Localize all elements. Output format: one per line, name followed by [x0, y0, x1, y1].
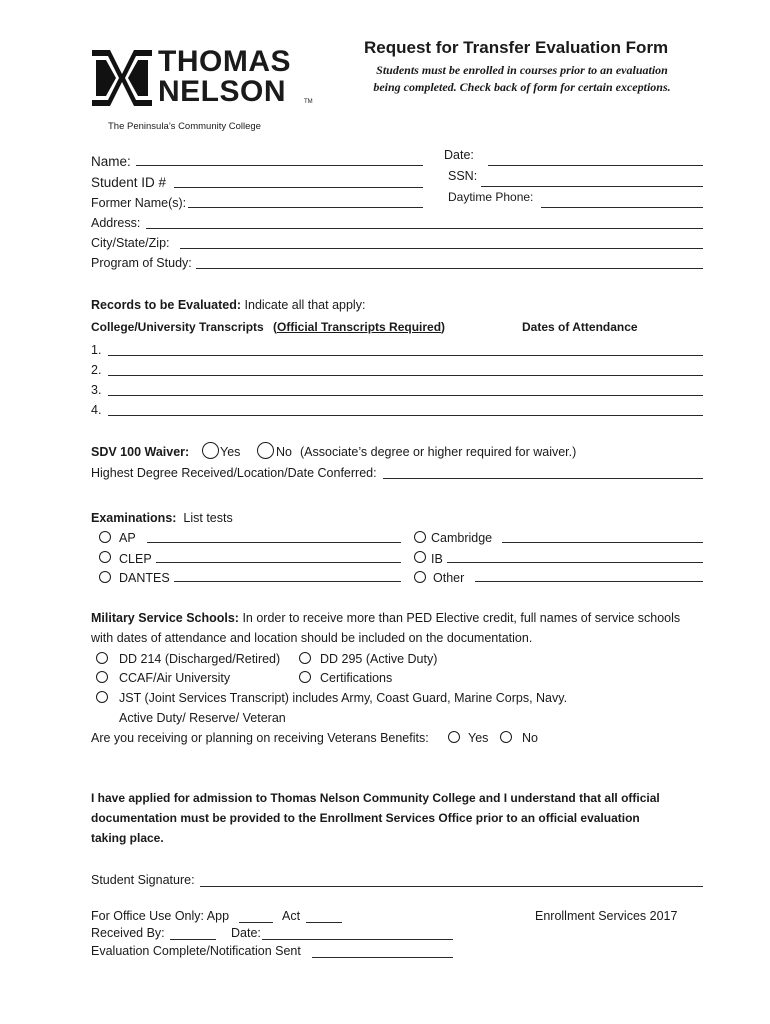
name-label: Name: — [91, 154, 131, 169]
certifications-radio[interactable] — [299, 671, 311, 683]
record-row-2-label: 2. — [91, 363, 102, 377]
city-state-zip-field[interactable] — [180, 248, 703, 249]
phone-label: Daytime Phone: — [448, 190, 534, 204]
name-field[interactable] — [136, 165, 423, 166]
official-transcripts-note — [273, 320, 445, 335]
military-heading-label: Military Service Schools: — [91, 611, 239, 625]
military-text-1: In order to receive more than PED Elective credit, full names of service schools — [238, 611, 681, 625]
student-id-label: Student ID # — [91, 175, 167, 190]
exams-heading — [91, 511, 233, 526]
form-subtitle: Students must be enrolled in courses prior to an evaluation being completed. Check back of form for certain exceptions. — [373, 63, 671, 94]
received-by-label: Received By: — [91, 926, 165, 940]
office-date-label: Date: — [231, 926, 261, 940]
jst-label-2: Active Duty/ Reserve/ Veteran — [119, 711, 286, 725]
exam-ap-radio[interactable] — [99, 531, 111, 543]
jst-label: JST (Joint Services Transcript) includes Army, Coast Guard, Marine Corps, Navy. — [119, 691, 568, 705]
exam-ib-field[interactable] — [447, 562, 703, 563]
eval-complete-label: Evaluation Complete/Notification Sent — [91, 944, 301, 958]
office-act-field[interactable] — [306, 922, 342, 923]
dd295-label: DD 295 (Active Duty) — [320, 652, 438, 666]
former-names-label: Former Name(s): — [91, 196, 187, 210]
record-row-3-label: 3. — [91, 383, 102, 397]
ccaf-radio[interactable] — [96, 671, 108, 683]
sdv-no-label: No — [276, 445, 292, 459]
statement-line-2: documentation must be provided to the Enrollment Services Office prior to an official evaluation — [91, 811, 640, 825]
exam-ap-field[interactable] — [147, 542, 401, 543]
exam-ib-label: IB — [431, 552, 443, 566]
dates-of-attendance-header: Dates of Attendance — [522, 320, 638, 334]
benefits-no-label: No — [522, 731, 538, 745]
former-names-field[interactable] — [188, 207, 423, 208]
jst-radio[interactable] — [96, 691, 108, 703]
dd214-label: DD 214 (Discharged/Retired) — [119, 652, 281, 666]
exam-other-radio[interactable] — [414, 571, 426, 583]
benefits-no-radio[interactable] — [500, 731, 512, 743]
exam-clep-label: CLEP — [119, 552, 152, 566]
sdv-no-radio[interactable] — [257, 442, 274, 459]
benefits-question: Are you receiving or planning on receiving Veterans Benefits: — [91, 731, 429, 745]
highest-degree-field[interactable] — [383, 478, 703, 479]
office-use-label: For Office Use Only: App — [91, 909, 230, 923]
exam-clep-radio[interactable] — [99, 551, 111, 563]
statement-line-1: I have applied for admission to Thomas Nelson Community College and I understand that all official — [91, 791, 660, 805]
exams-instruction: List tests — [183, 511, 233, 525]
official-close-paren: ) — [441, 320, 446, 334]
program-label: Program of Study: — [91, 256, 192, 270]
date-label: Date: — [444, 148, 474, 162]
exams-heading-label: Examinations: — [91, 511, 177, 525]
ssn-field[interactable] — [481, 186, 703, 187]
exam-dantes-radio[interactable] — [99, 571, 111, 583]
phone-field[interactable] — [541, 207, 703, 208]
military-heading — [91, 611, 680, 626]
program-field[interactable] — [196, 268, 703, 269]
records-heading — [91, 298, 365, 313]
record-row-4-field[interactable] — [108, 415, 703, 416]
official-required-text: Official Transcripts Required — [277, 320, 442, 334]
sdv-yes-label: Yes — [220, 445, 241, 459]
sdv-note: (Associate’s degree or higher required for waiver.) — [300, 445, 577, 459]
record-row-1-label: 1. — [91, 343, 102, 357]
benefits-yes-label: Yes — [468, 731, 489, 745]
exam-ap-label: AP — [119, 531, 136, 545]
address-field[interactable] — [146, 228, 703, 229]
logo-line-1: THOMAS — [158, 45, 291, 78]
logo-mark-icon — [92, 48, 152, 108]
record-row-2-field[interactable] — [108, 375, 703, 376]
exam-cambridge-radio[interactable] — [414, 531, 426, 543]
dd214-radio[interactable] — [96, 652, 108, 664]
sdv-waiver-label: SDV 100 Waiver: — [91, 445, 190, 459]
ssn-label: SSN: — [448, 169, 478, 183]
statement-line-3: taking place. — [91, 831, 164, 845]
city-state-zip-label: City/State/Zip: — [91, 236, 170, 250]
dd295-radio[interactable] — [299, 652, 311, 664]
office-date-field[interactable] — [262, 939, 453, 940]
record-row-4-label: 4. — [91, 403, 102, 417]
logo-tagline: The Peninsula’s Community College — [108, 121, 261, 132]
exam-dantes-label: DANTES — [119, 571, 170, 585]
received-by-field[interactable] — [170, 939, 216, 940]
logo-line-2: NELSON — [158, 75, 287, 108]
transcripts-label: College/University Transcripts — [91, 320, 264, 334]
sdv-yes-radio[interactable] — [202, 442, 219, 459]
exam-dantes-field[interactable] — [174, 581, 401, 582]
official-open-paren: ( — [273, 320, 277, 334]
certifications-label: Certifications — [320, 671, 393, 685]
record-row-3-field[interactable] — [108, 395, 703, 396]
signature-label: Student Signature: — [91, 873, 195, 887]
footer-enrollment-services: Enrollment Services 2017 — [535, 909, 678, 923]
office-app-field[interactable] — [239, 922, 273, 923]
exam-other-label: Other — [433, 571, 465, 585]
eval-complete-field[interactable] — [312, 957, 453, 958]
office-act-label: Act — [282, 909, 301, 923]
military-text-2: with dates of attendance and location should be included on the documentation. — [91, 631, 533, 645]
exam-ib-radio[interactable] — [414, 551, 426, 563]
benefits-yes-radio[interactable] — [448, 731, 460, 743]
exam-other-field[interactable] — [475, 581, 703, 582]
record-row-1-field[interactable] — [108, 355, 703, 356]
ccaf-label: CCAF/Air University — [119, 671, 231, 685]
exam-clep-field[interactable] — [156, 562, 401, 563]
address-label: Address: — [91, 216, 141, 230]
exam-cambridge-field[interactable] — [502, 542, 703, 543]
signature-field[interactable] — [200, 886, 703, 887]
records-instruction: Indicate all that apply: — [241, 298, 366, 312]
form-title: Request for Transfer Evaluation Form — [364, 38, 669, 57]
records-heading-label: Records to be Evaluated: — [91, 298, 242, 312]
student-id-field[interactable] — [174, 187, 423, 188]
highest-degree-label: Highest Degree Received/Location/Date Conferred: — [91, 466, 377, 480]
exam-cambridge-label: Cambridge — [431, 531, 493, 545]
date-field[interactable] — [488, 165, 703, 166]
college-logo — [92, 44, 322, 114]
logo-trademark: TM — [304, 99, 313, 105]
